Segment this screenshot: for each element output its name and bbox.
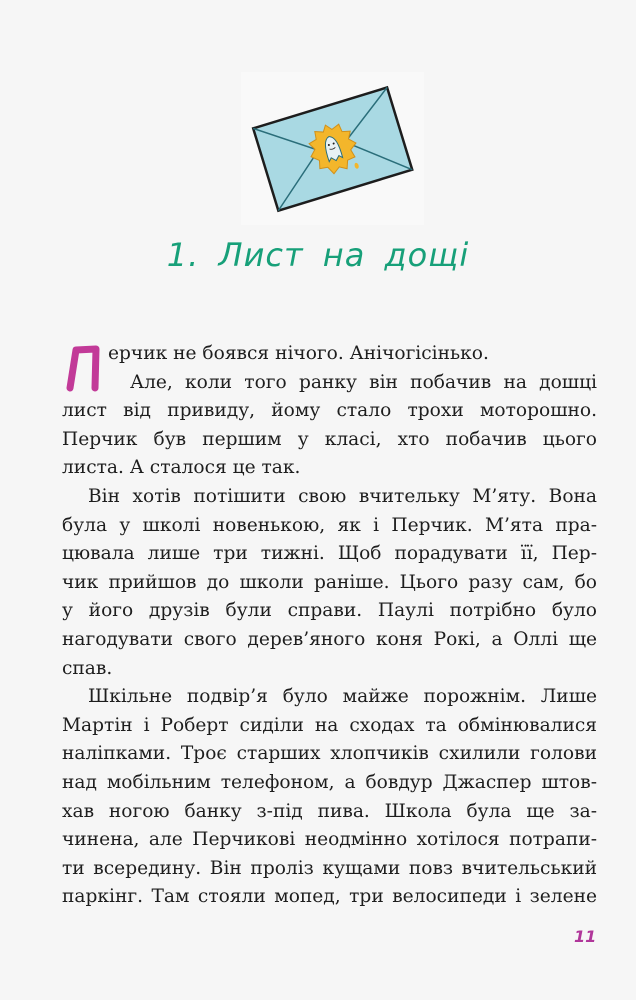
text-line: цювала лише три тижні. Щоб порадувати її, Пер-	[62, 543, 597, 565]
text-line: ти всередину. Він проліз кущами повз вчительський	[62, 857, 597, 879]
text-line: Шкільне подвір’я було майже порожнім. Лише	[88, 686, 597, 708]
text-line: паркінг. Там стояли мопед, три велосипеди і зелене	[62, 886, 597, 908]
text-line: Мартін і Роберт сиділи на сходах та обмінювалися	[62, 714, 597, 736]
text-line: була у школі новенькою, як і Перчик. М’ята пра-	[62, 514, 597, 536]
text-line: ерчик не боявся нічого. Анічогісінько.	[108, 343, 489, 364]
chapter-title: 1. Лист на дощі	[166, 236, 470, 274]
envelope-illustration	[241, 72, 424, 225]
text-line: над мобільним телефоном, а бовдур Джаспер штов-	[62, 771, 597, 793]
text-line: у його друзів були справи. Паулі потрібно було	[62, 600, 597, 622]
text-line: чинена, але Перчикові неодмінно хотілося потрапи-	[62, 829, 597, 851]
text-line: наліпками. Троє старших хлопчиків схилили голови	[62, 743, 597, 765]
envelope-with-ghost-seal-icon	[241, 72, 424, 225]
text-line: спав.	[62, 657, 113, 679]
text-line: Але, коли того ранку він побачив на дошці	[130, 371, 597, 393]
chapter-body	[62, 340, 597, 912]
dropcap-letter-pe	[62, 344, 102, 392]
text-line: чик прийшов до школи раніше. Цього разу сам, бо	[62, 571, 597, 593]
text-line: хав ногою банку з-під пива. Школа була ще за-	[62, 800, 597, 822]
text-line: Він хотів потішити свою вчительку М’яту. Вона	[88, 485, 597, 507]
text-line: лист від привиду, йому стало трохи моторошно.	[62, 400, 597, 422]
text-line: листа. А сталося це так.	[62, 457, 301, 479]
text-line: нагодувати свого дерев’яного коня Рокі, а Оллі ще	[62, 628, 597, 650]
text-line: Перчик був першим у класі, хто побачив цього	[62, 428, 597, 450]
page-number: 11	[574, 927, 597, 946]
